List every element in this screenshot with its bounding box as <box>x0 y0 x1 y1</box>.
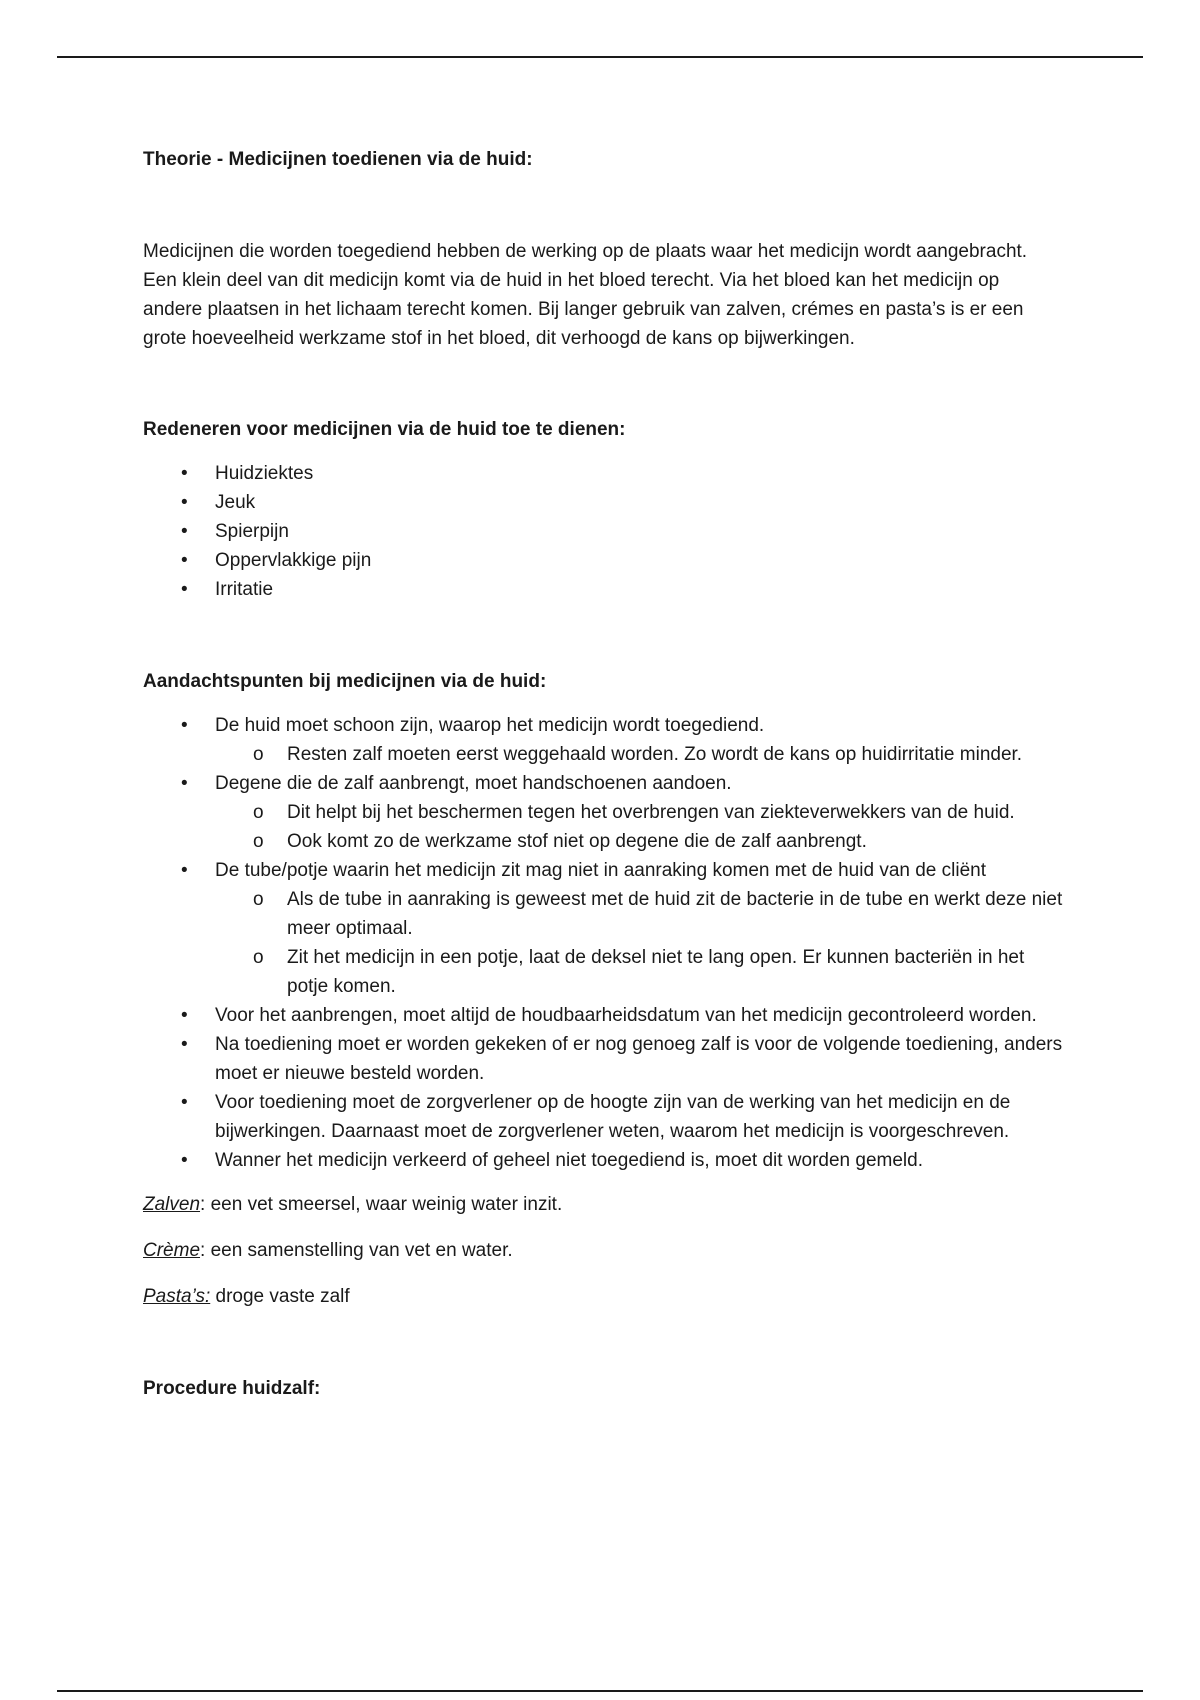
footer-rule <box>57 1690 1143 1692</box>
page-title: Theorie - Medicijnen toedienen via de huid: <box>143 149 533 170</box>
list-item <box>143 711 1063 769</box>
list-item: • Huidziektes <box>143 459 1063 488</box>
sub-list <box>215 885 1063 1001</box>
reasons-heading: Redeneren voor medicijnen via de huid toe te dienen: <box>143 419 626 440</box>
list-item-text: Degene die de zalf aanbrengt, moet handschoenen aandoen. <box>215 773 732 794</box>
document-body <box>143 145 1063 1403</box>
definition-text: een samenstelling van vet en water. <box>210 1240 513 1261</box>
sub-list-item: o Zit het medicijn in een potje, laat de deksel niet te lang open. Er kunnen bacteriën in het potje komen. <box>215 943 1063 1001</box>
definition-text: een vet smeersel, waar weinig water inzit. <box>210 1194 563 1215</box>
list-item-text: De tube/potje waarin het medicijn zit mag niet in aanraking komen met de huid van de cliënt <box>215 860 986 881</box>
attention-list <box>143 711 1063 1175</box>
list-item: • Jeuk <box>143 488 1063 517</box>
list-item: • Wanner het medicijn verkeerd of geheel niet toegediend is, moet dit worden gemeld. <box>143 1146 1063 1175</box>
intro-paragraph: Medicijnen die worden toegediend hebben de werking op de plaats waar het medicijn wordt aangebracht. Een klein deel van dit medicijn komt via de huid in het bloed terecht. Via het bloed kan het medicijn op andere plaatsen in het lichaam terecht komen. Bij langer gebruik van zalven, crémes en pasta’s is er een grote hoeveelheid werkzame stof in het bloed, dit verhoogd de kans op bijwerkingen. <box>143 241 1028 349</box>
definition-term: Pasta’s: <box>143 1286 211 1307</box>
list-item: • Irritatie <box>143 575 1063 604</box>
definition-creme <box>143 1236 1063 1265</box>
definition-term: Crème <box>143 1240 201 1261</box>
sub-list-item: o Ook komt zo de werkzame stof niet op degene die de zalf aanbrengt. <box>215 827 1063 856</box>
list-item <box>143 769 1063 856</box>
definition-text: droge vaste zalf <box>215 1286 350 1307</box>
list-item: • Voor het aanbrengen, moet altijd de houdbaarheidsdatum van het medicijn gecontroleerd worden. <box>143 1001 1063 1030</box>
definition-separator: : <box>200 1240 211 1261</box>
header-rule <box>57 56 1143 58</box>
definition-pastas <box>143 1282 1063 1311</box>
procedure-heading: Procedure huidzalf: <box>143 1378 321 1399</box>
list-item: • Na toediening moet er worden gekeken of er nog genoeg zalf is voor de volgende toediening, anders moet er nieuwe besteld worden. <box>143 1030 1063 1088</box>
list-item: • Spierpijn <box>143 517 1063 546</box>
sub-list-item: o Dit helpt bij het beschermen tegen het overbrengen van ziekteverwekkers van de huid. <box>215 798 1063 827</box>
sub-list <box>215 740 1063 769</box>
definition-zalven <box>143 1190 1063 1219</box>
sub-list-item: o Als de tube in aanraking is geweest met de huid zit de bacterie in de tube en werkt deze niet meer optimaal. <box>215 885 1063 943</box>
sub-list <box>215 798 1063 856</box>
list-item: • Oppervlakkige pijn <box>143 546 1063 575</box>
list-item <box>143 856 1063 1001</box>
definition-term: Zalven <box>143 1194 201 1215</box>
reasons-list <box>143 459 1063 604</box>
list-item: • Voor toediening moet de zorgverlener op de hoogte zijn van de werking van het medicijn en de bijwerkingen. Daarnaast moet de zorgverlener weten, waarom het medicijn is voorgeschreven. <box>143 1088 1063 1146</box>
list-item-text: De huid moet schoon zijn, waarop het medicijn wordt toegediend. <box>215 715 765 736</box>
attention-heading: Aandachtspunten bij medicijnen via de huid: <box>143 671 547 692</box>
sub-list-item: o Resten zalf moeten eerst weggehaald worden. Zo wordt de kans op huidirritatie minder. <box>215 740 1063 769</box>
definition-separator: : <box>200 1194 211 1215</box>
